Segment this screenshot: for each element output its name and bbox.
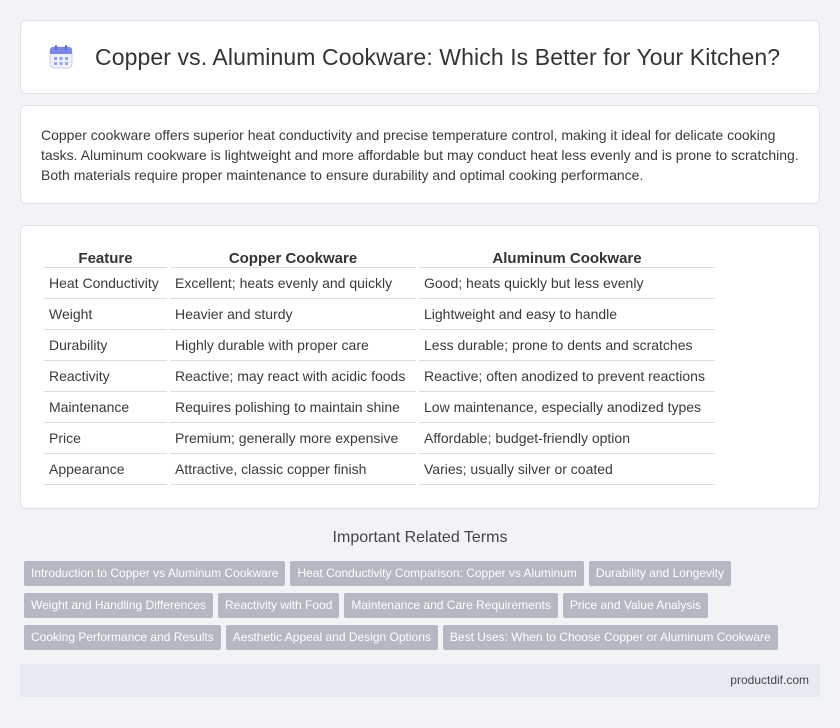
row-feature: Durability: [44, 330, 167, 361]
table-row: [44, 392, 715, 423]
related-term-tag[interactable]: Aesthetic Appeal and Design Options: [226, 625, 438, 650]
related-terms-title: Important Related Terms: [332, 529, 508, 546]
row-aluminum: Good; heats quickly but less evenly: [419, 268, 715, 299]
header-feature: Feature: [44, 246, 167, 268]
table-row: [44, 361, 715, 392]
related-term-tag[interactable]: Heat Conductivity Comparison: Copper vs Aluminum: [290, 561, 583, 586]
related-term-tag[interactable]: Price and Value Analysis: [563, 593, 708, 618]
row-aluminum: Lightweight and easy to handle: [419, 299, 715, 330]
table-header-row: [44, 246, 715, 268]
row-feature: Maintenance: [44, 392, 167, 423]
related-term-tag[interactable]: Best Uses: When to Choose Copper or Aluminum Cookware: [443, 625, 778, 650]
row-copper: Requires polishing to maintain shine: [170, 392, 416, 423]
related-term-tag[interactable]: Introduction to Copper vs Aluminum Cookware: [24, 561, 285, 586]
row-feature: Price: [44, 423, 167, 454]
row-feature: Heat Conductivity: [44, 268, 167, 299]
footer: [20, 664, 820, 697]
row-copper: Premium; generally more expensive: [170, 423, 416, 454]
row-feature: Weight: [44, 299, 167, 330]
calendar-icon: [48, 44, 74, 70]
header-copper: Copper Cookware: [170, 246, 416, 268]
header-aluminum: Aluminum Cookware: [419, 246, 715, 268]
row-aluminum: Reactive; often anodized to prevent reactions: [419, 361, 715, 392]
table-row: [44, 454, 715, 485]
row-copper: Excellent; heats evenly and quickly: [170, 268, 416, 299]
intro-card: [20, 105, 820, 204]
row-copper: Highly durable with proper care: [170, 330, 416, 361]
related-term-tag[interactable]: Maintenance and Care Requirements: [344, 593, 557, 618]
row-aluminum: Affordable; budget-friendly option: [419, 423, 715, 454]
row-copper: Attractive, classic copper finish: [170, 454, 416, 485]
row-aluminum: Less durable; prone to dents and scratches: [419, 330, 715, 361]
related-term-tag[interactable]: Durability and Longevity: [589, 561, 731, 586]
row-copper: Reactive; may react with acidic foods: [170, 361, 416, 392]
header-card: [20, 20, 820, 94]
row-aluminum: Varies; usually silver or coated: [419, 454, 715, 485]
intro-text: Copper cookware offers superior heat conductivity and precise temperature control, making it ideal for delicate cooking tasks. Aluminum cookware is lightweight and more affordable but may conduct heat less evenly and is prone to scratching. Both materials require proper maintenance to ensure durability and optimal cooking performance.: [41, 127, 799, 183]
comparison-table: [41, 246, 718, 485]
table-row: [44, 330, 715, 361]
table-row: [44, 268, 715, 299]
row-aluminum: Low maintenance, especially anodized types: [419, 392, 715, 423]
row-copper: Heavier and sturdy: [170, 299, 416, 330]
table-row: [44, 423, 715, 454]
related-term-tag[interactable]: Weight and Handling Differences: [24, 593, 213, 618]
table-row: [44, 299, 715, 330]
row-feature: Reactivity: [44, 361, 167, 392]
related-term-tag[interactable]: Cooking Performance and Results: [24, 625, 221, 650]
row-feature: Appearance: [44, 454, 167, 485]
related-terms-tags: [24, 561, 804, 657]
related-term-tag[interactable]: Reactivity with Food: [218, 593, 339, 618]
page-title: Copper vs. Aluminum Cookware: Which Is Better for Your Kitchen?: [95, 43, 781, 70]
footer-site-link[interactable]: productdif.com: [730, 673, 809, 687]
comparison-table-card: [20, 225, 820, 509]
